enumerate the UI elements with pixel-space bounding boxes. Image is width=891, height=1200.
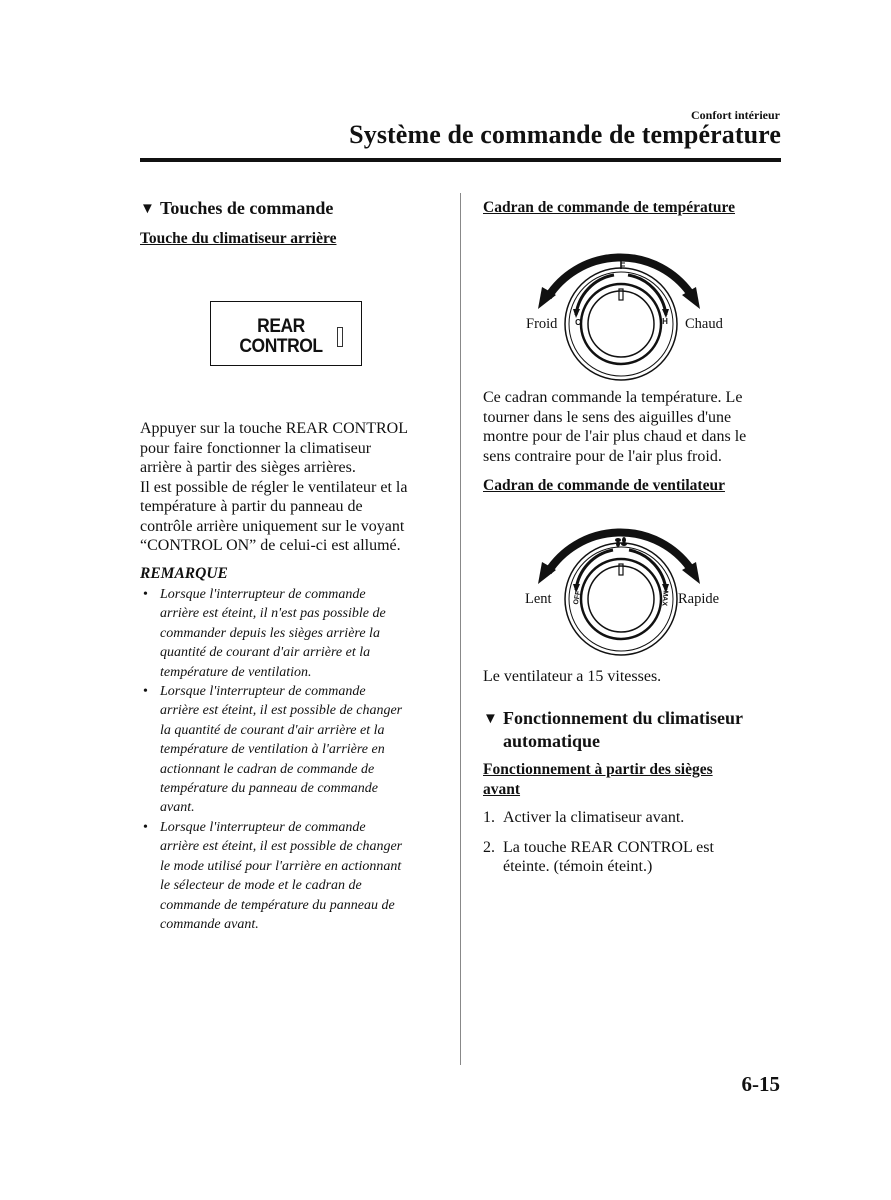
- subheading-fan-dial: Cadran de commande de ventilateur: [483, 477, 725, 494]
- dial-mark-max: MAX: [660, 590, 669, 607]
- step-text: Activer la climatiseur avant.: [503, 809, 685, 826]
- page-number: 6-15: [741, 1072, 780, 1096]
- dial-mark-c: C: [575, 318, 581, 327]
- note-line: Lorsque l'interrupteur de commande: [160, 587, 366, 602]
- step-item: [483, 838, 783, 877]
- note-item: [140, 682, 440, 818]
- indicator-light-icon: [337, 327, 343, 347]
- bullet-icon: •: [143, 684, 148, 700]
- paragraph-line: Appuyer sur la touche REAR CONTROL: [140, 420, 408, 437]
- note-line: température du panneau de commande: [160, 781, 378, 797]
- description-line: sens contraire pour de l'air plus froid.: [483, 447, 722, 465]
- note-line: la quantité de courant d'air arrière et la: [160, 722, 385, 738]
- subheading-line1: Fonctionnement à partir des sièges: [483, 761, 713, 778]
- note-list: [140, 585, 440, 934]
- fan-dial-description: Le ventilateur a 15 vitesses.: [483, 668, 662, 685]
- section-heading-touches: [140, 197, 333, 220]
- paragraph-line: Il est possible de régler le ventilateur et la: [140, 478, 408, 496]
- page-title: Système de commande de température: [349, 120, 781, 149]
- rear-control-label-line2: CONTROL: [239, 336, 323, 357]
- description-line: tourner dans le sens des aiguilles d'une: [483, 408, 732, 426]
- note-line: arrière est éteint, il n'est pas possible de: [160, 606, 386, 622]
- note-line: température de ventilation à l'arrière en: [160, 742, 385, 758]
- fan-dial-left-label: Lent: [525, 591, 552, 607]
- triangle-marker-icon: ▼: [483, 711, 498, 727]
- dial-mark-h: H: [662, 317, 668, 326]
- subheading-line2: avant: [483, 781, 521, 798]
- temp-dial-right-label: Chaud: [685, 316, 723, 332]
- dial-outer-ring-inner: [569, 547, 673, 651]
- step-text: éteinte. (témoin éteint.): [503, 858, 653, 875]
- triangle-marker-icon: ▼: [140, 201, 155, 217]
- knob-outer: [581, 284, 661, 364]
- section-heading-line1: Fonctionnement du climatiseur: [503, 708, 743, 728]
- section-heading-line2: automatique: [503, 731, 601, 751]
- note-line: Lorsque l'interrupteur de commande: [160, 819, 366, 835]
- note-line: commande avant.: [160, 916, 259, 932]
- bullet-icon: •: [143, 587, 148, 602]
- rear-control-label-line1: REAR: [257, 316, 305, 337]
- note-item: [140, 585, 440, 682]
- small-arrow-head-left: [573, 309, 580, 318]
- knob-inner: [588, 566, 654, 632]
- note-line: le sélecteur de mode et le cadran de: [160, 878, 362, 894]
- note-title: REMARQUE: [140, 565, 228, 582]
- fan-icon: [615, 537, 627, 547]
- dial-outer-ring-inner: [569, 272, 673, 376]
- fan-dial-right-label: Rapide: [678, 591, 720, 607]
- temp-dial-left-label: Froid: [526, 316, 558, 332]
- rear-control-button-illustration: [210, 301, 362, 366]
- paragraph-line: contrôle arrière uniquement sur le voyant: [140, 517, 405, 535]
- subheading-front-seats: [483, 760, 783, 800]
- bullet-icon: •: [143, 819, 148, 835]
- subheading-temp-dial: Cadran de commande de température: [483, 199, 735, 216]
- note-line: commande de température du panneau de: [160, 897, 395, 913]
- note-line: quantité de courant d'air arrière et la: [160, 645, 371, 661]
- subheading-rear-ac-button: Touche du climatiseur arrière: [140, 230, 337, 247]
- section-heading-text: Touches de commande: [160, 198, 334, 218]
- note-line: actionnant le cadran de commande de: [160, 761, 375, 777]
- rear-control-label: [235, 317, 327, 357]
- note-line: avant.: [160, 800, 195, 816]
- section-heading-auto: [483, 707, 783, 752]
- header-rule: [140, 158, 781, 162]
- description-line: montre pour de l'air plus chaud et dans le: [483, 428, 747, 445]
- note-line: Lorsque l'interrupteur de commande: [160, 684, 366, 700]
- fan-dial-illustration: [520, 520, 740, 660]
- temp-dial-description: [483, 388, 783, 466]
- description-line: Ce cadran commande la température. Le: [483, 389, 743, 406]
- paragraph-line: arrière à partir des sièges arrières.: [140, 459, 356, 476]
- knob-inner: [588, 291, 654, 357]
- step-text: La touche REAR CONTROL est: [503, 838, 714, 856]
- paragraph-line: “CONTROL ON” de celui-ci est allumé.: [140, 537, 401, 554]
- step-item: [483, 808, 783, 828]
- step-number: 1.: [483, 809, 495, 826]
- steps-list: [483, 808, 783, 887]
- note-line: arrière est éteint, il est possible de changer: [160, 703, 403, 719]
- temperature-dial-illustration: [520, 245, 740, 385]
- column-divider: [460, 193, 461, 1065]
- knob-outer: [581, 559, 661, 639]
- note-line: température de ventilation.: [160, 664, 312, 680]
- note-line: commander depuis les sièges arrière la: [160, 625, 380, 641]
- paragraph-line: température à partir du panneau de: [140, 498, 363, 515]
- note-line: le mode utilisé pour l'arrière en actionnant: [160, 858, 402, 874]
- dial-mark-off: OFF: [572, 590, 583, 606]
- rear-control-paragraph: [140, 419, 450, 556]
- section-label: Confort intérieur: [691, 108, 780, 122]
- note-item: [140, 818, 440, 934]
- note-line: arrière est éteint, il est possible de changer: [160, 839, 403, 855]
- paragraph-line: pour faire fonctionner la climatiseur: [140, 439, 372, 457]
- step-number: 2.: [483, 838, 495, 856]
